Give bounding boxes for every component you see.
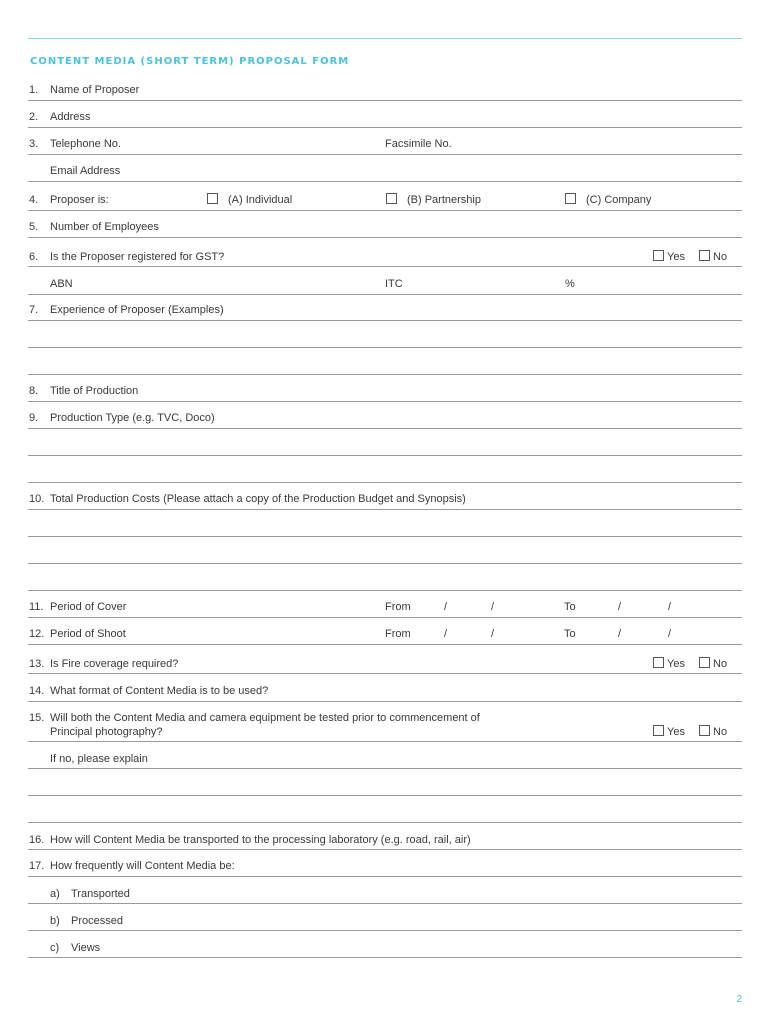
company-label: (C) Company: [586, 194, 652, 206]
q5-number: 5.: [29, 221, 39, 233]
email-field[interactable]: [28, 181, 742, 182]
gst-yes-checkbox[interactable]: [653, 250, 664, 261]
individual-label: (A) Individual: [228, 194, 293, 206]
partnership-checkbox[interactable]: [386, 193, 397, 204]
q16-number: 16.: [29, 834, 45, 846]
q6-rule: [28, 266, 742, 267]
q17c-label: Views: [71, 942, 101, 954]
q7-number: 7.: [29, 304, 39, 316]
q9-label: Production Type (e.g. TVC, Doco): [50, 412, 215, 424]
employees-field[interactable]: [28, 237, 742, 238]
tested-no-checkbox[interactable]: [699, 725, 710, 736]
abn-itc-field[interactable]: [28, 294, 742, 295]
explain-field-line-2[interactable]: [28, 795, 742, 796]
q17-rule: [28, 876, 742, 877]
q17b-label: Processed: [71, 915, 123, 927]
processed-field[interactable]: [28, 930, 742, 931]
q2-label: Address: [50, 111, 91, 123]
q11-number: 11.: [29, 601, 44, 613]
gst-yes-label: Yes: [667, 251, 685, 263]
shoot-from-slash-1: /: [444, 628, 448, 640]
percent-label: %: [565, 278, 575, 290]
shoot-from-slash-2: /: [491, 628, 495, 640]
q15-rule: [28, 741, 742, 742]
explain-field-line-1[interactable]: [28, 768, 742, 769]
tested-no-label: No: [713, 726, 728, 738]
q10-label: Total Production Costs (Please attach a copy of the Production Budget and Synopsis): [50, 493, 466, 505]
q11-label: Period of Cover: [50, 601, 127, 613]
telephone-fax-field[interactable]: [28, 154, 742, 155]
production-type-line-2[interactable]: [28, 455, 742, 456]
company-checkbox[interactable]: [565, 193, 576, 204]
q4-label: Proposer is:: [50, 194, 109, 206]
form-title: CONTENT MEDIA (SHORT TERM) PROPOSAL FORM: [30, 56, 350, 67]
title-of-production-field[interactable]: [28, 401, 742, 402]
shoot-from-label: From: [385, 628, 411, 640]
q15-number: 15.: [29, 712, 45, 724]
q15-label-line-2: Principal photography?: [50, 726, 163, 738]
fire-no-checkbox[interactable]: [699, 657, 710, 668]
q9-number: 9.: [29, 412, 39, 424]
experience-field-line-2[interactable]: [28, 347, 742, 348]
address-field[interactable]: [28, 127, 742, 128]
production-costs-line-2[interactable]: [28, 536, 742, 537]
q17c-letter: c): [50, 942, 60, 954]
itc-label: ITC: [385, 278, 403, 290]
q5-label: Number of Employees: [50, 221, 159, 233]
transport-method-field[interactable]: [28, 849, 742, 850]
q2-number: 2.: [29, 111, 39, 123]
format-field[interactable]: [28, 701, 742, 702]
q7-label: Experience of Proposer (Examples): [50, 304, 224, 316]
abn-label: ABN: [50, 278, 73, 290]
transported-field[interactable]: [28, 903, 742, 904]
q6-number: 6.: [29, 251, 39, 263]
q8-label: Title of Production: [50, 385, 139, 397]
fax-label: Facsimile No.: [385, 138, 452, 150]
production-type-line-3[interactable]: [28, 482, 742, 483]
fire-yes-label: Yes: [667, 658, 685, 670]
fire-no-label: No: [713, 658, 728, 670]
top-accent-rule: [28, 38, 742, 39]
fire-yes-checkbox[interactable]: [653, 657, 664, 668]
q15-label-line-1: Will both the Content Media and camera equipment be tested prior to commencement of: [50, 712, 480, 724]
q17b-letter: b): [50, 915, 60, 927]
shoot-to-slash-1: /: [618, 628, 622, 640]
gst-no-label: No: [713, 251, 728, 263]
page-number: 2: [736, 994, 742, 1005]
cover-from-label: From: [385, 601, 411, 613]
tested-yes-checkbox[interactable]: [653, 725, 664, 736]
q1-label: Name of Proposer: [50, 84, 140, 96]
q17-number: 17.: [29, 860, 45, 872]
shoot-to-label: To: [564, 628, 576, 640]
q3-number: 3.: [29, 138, 39, 150]
q13-rule: [28, 673, 742, 674]
q13-number: 13.: [29, 658, 45, 670]
q10-number: 10.: [29, 493, 45, 505]
q4-rule: [28, 210, 742, 211]
shoot-to-slash-2: /: [668, 628, 672, 640]
production-type-line-1[interactable]: [28, 428, 742, 429]
q16-label: How will Content Media be transported to the processing laboratory (e.g. road, rail, air): [50, 834, 471, 846]
experience-field-line-3[interactable]: [28, 374, 742, 375]
q1-number: 1.: [29, 84, 39, 96]
cover-to-slash-2: /: [668, 601, 672, 613]
views-field[interactable]: [28, 957, 742, 958]
individual-checkbox[interactable]: [207, 193, 218, 204]
q17a-label: Transported: [71, 888, 130, 900]
tested-yes-label: Yes: [667, 726, 685, 738]
q14-label: What format of Content Media is to be used?: [50, 685, 269, 697]
production-costs-line-1[interactable]: [28, 509, 742, 510]
email-label: Email Address: [50, 165, 121, 177]
cover-from-slash-1: /: [444, 601, 448, 613]
q17a-letter: a): [50, 888, 60, 900]
explain-label: If no, please explain: [50, 753, 148, 765]
q6-label: Is the Proposer registered for GST?: [50, 251, 225, 263]
q12-label: Period of Shoot: [50, 628, 126, 640]
name-of-proposer-field[interactable]: [28, 100, 742, 101]
q17-label: How frequently will Content Media be:: [50, 860, 235, 872]
q3-label: Telephone No.: [50, 138, 121, 150]
q13-label: Is Fire coverage required?: [50, 658, 179, 670]
cover-to-slash-1: /: [618, 601, 622, 613]
gst-no-checkbox[interactable]: [699, 250, 710, 261]
cover-to-label: To: [564, 601, 576, 613]
experience-field-line-1[interactable]: [28, 320, 742, 321]
q8-number: 8.: [29, 385, 39, 397]
q4-number: 4.: [29, 194, 39, 206]
production-costs-line-3[interactable]: [28, 563, 742, 564]
q14-number: 14.: [29, 685, 45, 697]
partnership-label: (B) Partnership: [407, 194, 481, 206]
period-of-cover-field[interactable]: [28, 617, 742, 618]
production-costs-line-4[interactable]: [28, 590, 742, 591]
period-of-shoot-field[interactable]: [28, 644, 742, 645]
cover-from-slash-2: /: [491, 601, 495, 613]
explain-field-line-3[interactable]: [28, 822, 742, 823]
q12-number: 12.: [29, 628, 45, 640]
